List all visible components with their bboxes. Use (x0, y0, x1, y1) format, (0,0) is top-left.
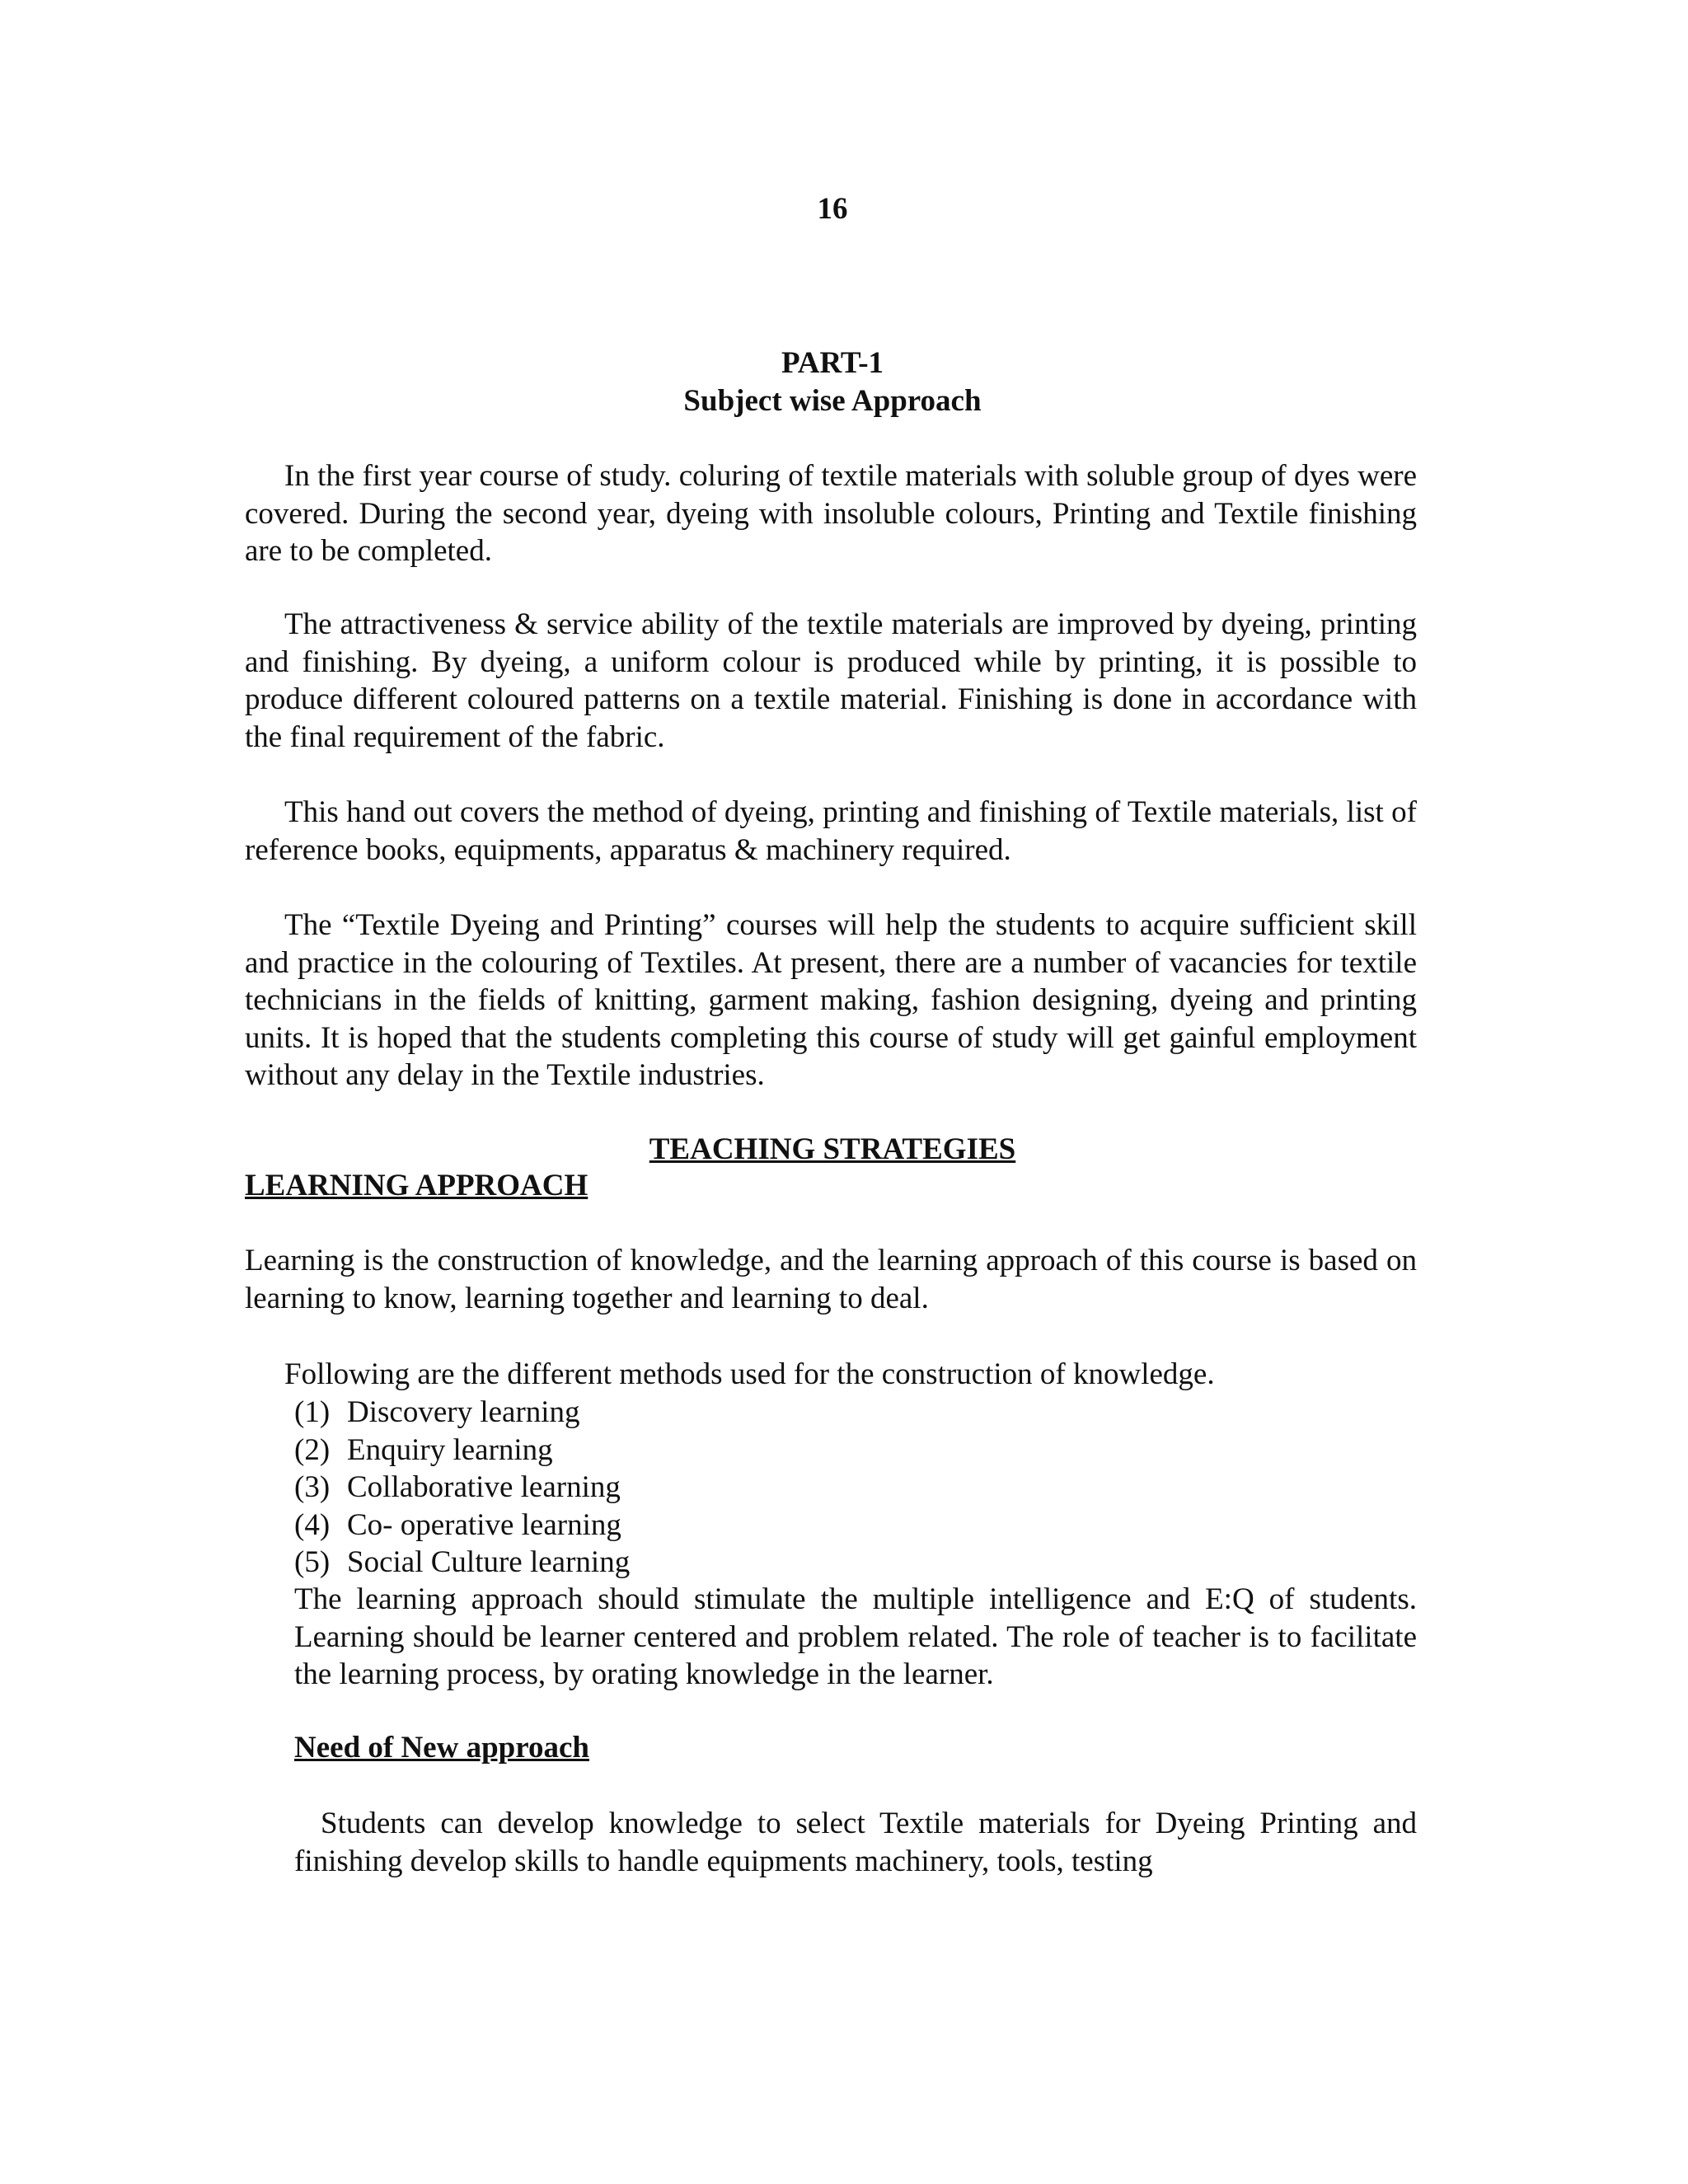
list-item-number: (1) (294, 1395, 331, 1429)
list-item-label: Social Culture learning (347, 1545, 631, 1579)
list-item-number: (3) (294, 1470, 331, 1504)
list-item-number: (2) (294, 1432, 331, 1467)
intro-paragraph-3: This hand out covers the method of dyeing, printing and finishing of Textile materials, list of reference books, equipments, apparatus & machinery required. (245, 795, 1417, 867)
list-item-number: (4) (294, 1507, 331, 1542)
page-number: 16 (817, 192, 848, 226)
list-item (294, 1469, 630, 1507)
intro-paragraph-1: In the first year course of study. coluring of textile materials with soluble group of dyes were covered. During the second year, dyeing with insoluble colours, Printing and Textile finishing are to be completed. (245, 459, 1417, 568)
list-item-label: Collaborative learning (347, 1470, 621, 1504)
part-heading (0, 344, 1665, 420)
approach-paragraph: The learning approach should stimulate the multiple intelligence and E:Q of students. Learning should be learner centered and problem related. The role of teacher is to facilitate the learning process, by orating knowledge in the learner. (294, 1582, 1417, 1691)
list-item-label: Enquiry learning (347, 1432, 553, 1467)
list-item-label: Discovery learning (347, 1395, 580, 1429)
need-paragraph: Students can develop knowledge to select Textile materials for Dyeing Printing and finishing develop skills to handle equipments machinery, tools, testing (294, 1807, 1417, 1878)
list-item (294, 1507, 630, 1544)
intro-paragraph-2: The attractiveness & service ability of the textile materials are improved by dyeing, printing and finishing. By dyeing, a uniform colour is produced while by printing, it is possible to produce different coloured patterns on a textile material. Finishing is done in accordance with the final requirement of the fabric. (245, 607, 1417, 754)
intro-paragraph-4: The “Textile Dyeing and Printing” courses will help the students to acquire sufficient skill and practice in the colouring of Textiles. At present, there are a number of vacancies for textile technicians in the fields of knitting, garment making, fashion designing, dyeing and printing units. It is hoped that the students completing this course of study will get gainful employment without any delay in the Textile industries. (245, 908, 1417, 1092)
list-item (294, 1544, 630, 1582)
list-item (294, 1394, 630, 1432)
learning-approach-heading: LEARNING APPROACH (245, 1169, 588, 1202)
list-item-label: Co- operative learning (347, 1507, 621, 1542)
list-item-number: (5) (294, 1545, 331, 1579)
learning-paragraph: Learning is the construction of knowledge, and the learning approach of this course is based on learning to know, learning together and learning to deal. (245, 1244, 1417, 1315)
list-item (294, 1432, 630, 1469)
need-heading: Need of New approach (294, 1731, 589, 1765)
methods-intro: Following are the different methods used for the construction of knowledge. (284, 1357, 1215, 1391)
part-title: PART-1 (781, 346, 884, 380)
methods-list (294, 1394, 630, 1582)
teaching-strategies-heading: TEACHING STRATEGIES (649, 1132, 1016, 1166)
part-subtitle: Subject wise Approach (683, 384, 982, 418)
